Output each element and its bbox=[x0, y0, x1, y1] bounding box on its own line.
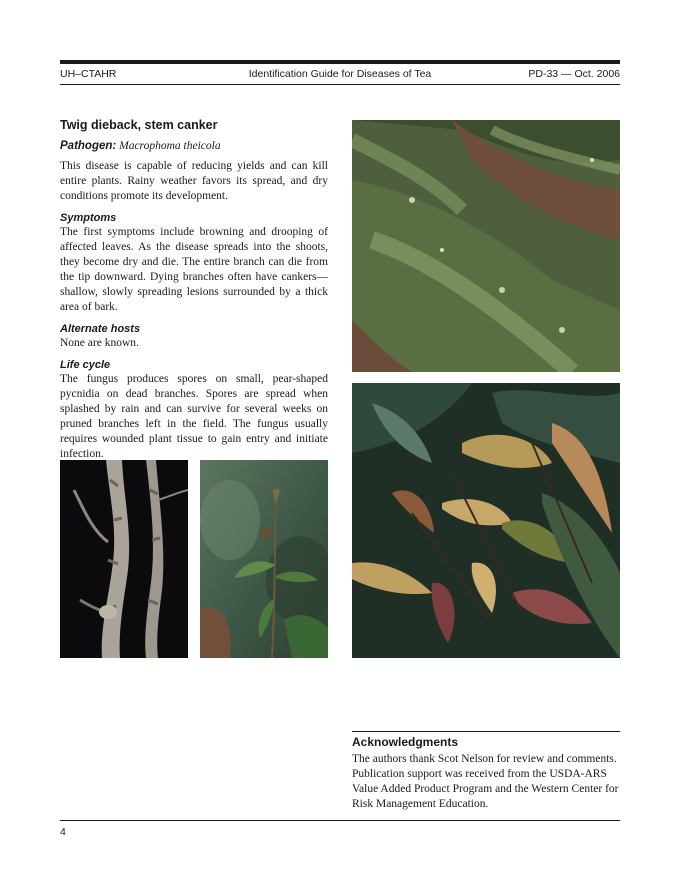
photo-diseased-leaves bbox=[352, 383, 620, 658]
symptoms-heading: Symptoms bbox=[60, 212, 117, 224]
hosts-heading: Alternate hosts bbox=[60, 323, 141, 335]
lifecycle-heading: Life cycle bbox=[60, 359, 111, 371]
intro-paragraph: This disease is capable of reducing yields and can kill entire plants. Rainy weather favors its spread, and dry conditions promote its development. bbox=[60, 160, 328, 202]
pathogen-label: Pathogen: bbox=[60, 140, 117, 152]
photo-wilting-shoot bbox=[200, 460, 328, 658]
acknowledgments-box bbox=[352, 735, 620, 812]
article-column bbox=[60, 118, 328, 469]
footer-rule bbox=[60, 820, 620, 821]
acknowledgments-text: The authors thank Scot Nelson for review and comments. Publication support was received from the USDA-ARS Value Added Product Program and the Western Center for Risk Management Education. bbox=[352, 753, 619, 810]
section-title: Twig dieback, stem canker bbox=[60, 118, 218, 132]
acknowledgments-title: Acknowledgments bbox=[352, 735, 459, 749]
running-header bbox=[60, 68, 620, 84]
header-center: Identification Guide for Diseases of Tea bbox=[248, 68, 432, 80]
header-right: PD-33 — Oct. 2006 bbox=[528, 68, 620, 80]
header-left: UH–CTAHR bbox=[60, 68, 117, 80]
pathogen-name: Macrophoma theicola bbox=[119, 140, 221, 152]
lifecycle-paragraph: The fungus produces spores on small, pear-shaped pycnidia on dead branches. Spores are spread when splashed by rain and can survive for several weeks on pruned branches left in the field. The fungus usually requires wounded plant tissue to gain entry and initiate infection. bbox=[60, 373, 328, 460]
pathogen-line bbox=[60, 140, 328, 152]
top-rule bbox=[60, 60, 620, 64]
hosts-paragraph: None are known. bbox=[60, 337, 139, 349]
page-number: 4 bbox=[60, 826, 66, 838]
acknowledgments-rule bbox=[352, 731, 620, 732]
header-rule bbox=[60, 84, 620, 85]
photo-tea-field bbox=[352, 120, 620, 372]
photo-stem-canker bbox=[60, 460, 188, 658]
symptoms-paragraph: The first symptoms include browning and drooping of affected leaves. As the disease spreads into the shoots, they become dry and die. The entire branch can die from the tip downward. Dying branches often have cankers—shallow, slowly spreading lesions surrounded by a thick area of bark. bbox=[60, 226, 328, 313]
